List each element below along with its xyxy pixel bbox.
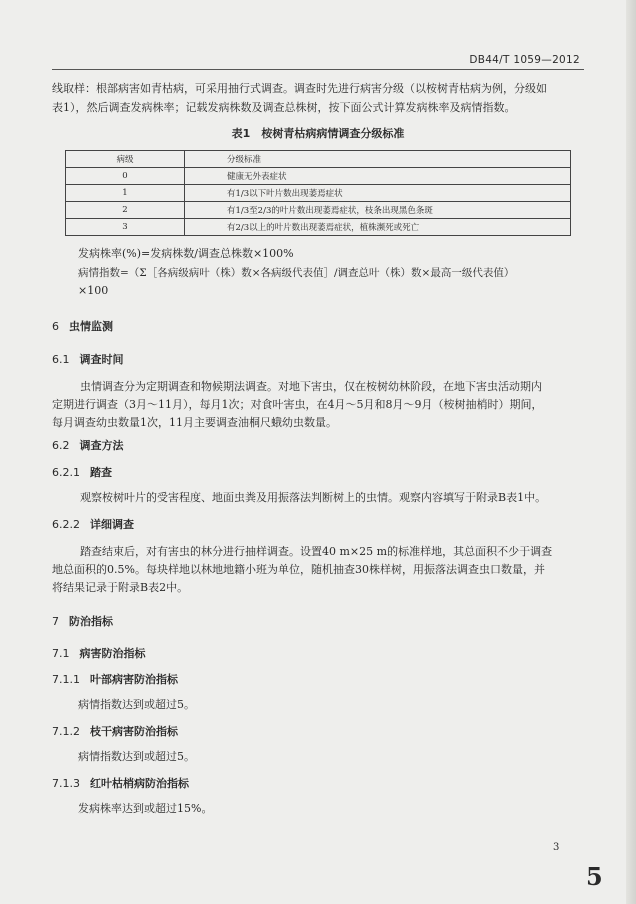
- section-6-2-2-text-2: 地总面积的0.5%。每块样地以林地地籍小班为单位，随机抽查30株样树，用振落法调查虫口数量，并: [52, 563, 545, 576]
- table-cell-grade: 2: [66, 202, 185, 219]
- section-6-1-text-1: 虫情调查分为定期调查和物候期法调查。对地下害虫，仅在桉树幼林阶段，在地下害虫活动期内: [80, 380, 542, 393]
- section-7-1-3-text: 发病株率达到或超过15%。: [78, 802, 213, 815]
- table-cell-criteria: 有1/3以下叶片数出现萎焉症状: [185, 185, 571, 202]
- section-6-1-text-3: 每月调查幼虫数量1次，11月主要调查油桐尺蛾幼虫数量。: [52, 416, 337, 429]
- section-7-1-2-text: 病情指数达到或超过5。: [78, 750, 195, 763]
- section-6-1-text-2: 定期进行调查（3月～11月），每月1次；对食叶害虫，在4月～5月和8月～9月（桉树抽梢时）期间，: [52, 398, 543, 411]
- section-6-2-2-text-3: 将结果记录于附录B表2中。: [52, 581, 189, 594]
- section-7-1-heading: 7.1 病害防治指标: [52, 647, 146, 660]
- intro-line-1: 线取样：根部病害如青枯病，可采用抽行式调查。调查时先进行病害分级（以桉树青枯病为例，分级如: [52, 82, 547, 95]
- stamped-page-number: 5: [586, 862, 603, 891]
- section-6-heading: 6 虫情监测: [52, 320, 113, 333]
- table-row: [66, 202, 571, 219]
- table-cell-grade: 1: [66, 185, 185, 202]
- table-row: [66, 168, 571, 185]
- table-cell-grade: 3: [66, 219, 185, 236]
- table-row: [66, 219, 571, 236]
- section-7-1-3-heading: 7.1.3 红叶枯梢病防治指标: [52, 777, 189, 790]
- header-rule: [52, 69, 584, 70]
- section-7-heading: 7 防治指标: [52, 615, 113, 628]
- table-header-cell: 分级标准: [185, 151, 571, 168]
- formula-incidence-rate: 发病株率(%)=发病株数/调查总株数×100%: [78, 247, 294, 260]
- formula-disease-index: 病情指数=（Σ［各病级病叶（株）数×各病级代表值］/调查总叶（株）数×最高一级代表值）: [78, 267, 515, 279]
- section-6-1-heading: 6.1 调查时间: [52, 353, 124, 366]
- section-6-2-1-text: 观察桉树叶片的受害程度、地面虫粪及用振落法判断树上的虫情。观察内容填写于附录B表1中。: [80, 491, 547, 504]
- table-cell-grade: 0: [66, 168, 185, 185]
- section-7-1-1-text: 病情指数达到或超过5。: [78, 698, 195, 711]
- intro-line-2: 表1），然后调查发病株率；记载发病株数及调查总株树，按下面公式计算发病株率及病情指数。: [52, 101, 516, 114]
- section-6-2-2-text-1: 踏查结束后，对有害虫的林分进行抽样调查。设置40 m×25 m的标准样地，其总面积不少于调查: [80, 545, 553, 558]
- section-6-2-heading: 6.2 调查方法: [52, 439, 124, 452]
- standard-number: DB44/T 1059—2012: [469, 54, 580, 66]
- section-7-1-2-heading: 7.1.2 枝干病害防治指标: [52, 725, 178, 738]
- table-row: [66, 185, 571, 202]
- table-cell-criteria: 有1/3至2/3的叶片数出现萎焉症状，枝条出现黑色条斑: [185, 202, 571, 219]
- table-header-cell: 病级: [66, 151, 185, 168]
- table-cell-criteria: 有2/3以上的叶片数出现萎焉症状，植株濒死或死亡: [185, 219, 571, 236]
- section-7-1-1-heading: 7.1.1 叶部病害防治指标: [52, 673, 178, 686]
- grading-table: [65, 150, 571, 236]
- table-cell-criteria: 健康无外表症状: [185, 168, 571, 185]
- table-caption: 表1 桉树青枯病病情调查分级标准: [231, 127, 405, 140]
- section-6-2-1-heading: 6.2.1 踏查: [52, 466, 112, 479]
- table-header-row: [66, 151, 571, 168]
- page-number: 3: [553, 842, 560, 853]
- section-6-2-2-heading: 6.2.2 详细调查: [52, 518, 134, 531]
- formula-disease-index-tail: ×100: [78, 284, 109, 297]
